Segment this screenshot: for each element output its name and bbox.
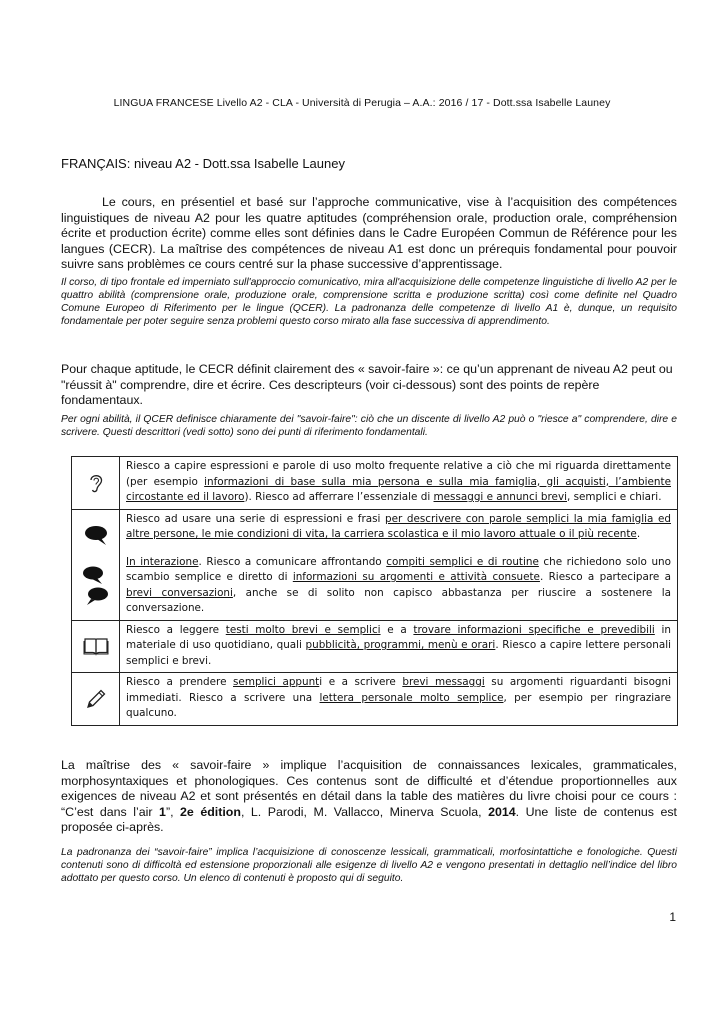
intro-paragraph-it: Il corso, di tipo frontale ed imperniato sull'approccio comunicativo, mira all'acquisizione delle competenze linguistiche di livello A2 per le quattro abilità (comprensione orale, produzione orale, comprensione scritta e produzione scritta) così come definite nel Quadro Comune Europeo di Riferimento per le lingue (QCER). La padronanza delle competenze di livello A1 è, dunque, un requisito fondamentale per poter seguire senza problemi questo corso mirato alla fase successiva di apprendimento. xyxy=(61,277,677,328)
pencil-icon xyxy=(84,687,108,711)
skill-text-listening: Riesco a capire espressioni e parole di uso molto frequente relative a ciò che mi riguarda direttamente (per esempio informazioni di base sulla mia persona e sulla mia famiglia, gli acquisti, l’ambiente circostante ed il lavoro). Riesco ad afferrare l’essenziale di messaggi e annunci brevi, semplici e chiari. xyxy=(120,457,678,510)
skill-row-reading xyxy=(72,620,678,673)
contents-paragraph-it: La padronanza dei “savoir-faire” implica l’acquisizione di conoscenze lessicali, grammaticali, morfosintattiche e fonologiche. Questi contenuti sono di difficoltà ed estensione proporzionali alle esigenze di livello A2 e vengono presentati in dettaglio nell’indice del libro adottato per questo corso. Un elenco di contenuti è proposto qui di seguito. xyxy=(61,847,677,885)
page-title: FRANÇAIS: niveau A2 - Dott.ssa Isabelle Launey xyxy=(61,156,345,171)
speech-bubble-icon xyxy=(81,524,111,548)
skill-row-writing xyxy=(72,673,678,726)
running-header: LINGUA FRANCESE Livello A2 - CLA - Università di Perugia – A.A.: 2016 / 17 - Dott.ssa Isabelle Launey xyxy=(113,97,611,109)
aptitudes-paragraph-fr: Pour chaque aptitude, le CECR définit clairement des « savoir-faire »: ce qu’un apprenant de niveau A2 peut ou "réussit à" comprendre, dire et écrire. Ces descripteurs (voir ci-dessous) sont des points de repère fondamentaux. xyxy=(61,362,673,408)
skill-icon-cell xyxy=(72,620,120,673)
intro-paragraph-fr: Le cours, en présentiel et basé sur l’approche communicative, vise à l’acquisition des compétences linguistiques de niveau A2 pour les quatre aptitudes (compréhension orale, production orale, compréhension écrite et production écrite) comme elles sont définies dans le Cadre Européen Commun de Référence pour les langues (CECR). La maîtrise des compétences de niveau A1 est donc un prérequis fondamental pour pouvoir suivre sans problèmes ce cours centré sur la phase successive d’apprentissage. xyxy=(61,195,677,272)
skills-table xyxy=(71,456,678,726)
dialogue-bubbles-icon xyxy=(81,564,111,606)
skill-icon-cell xyxy=(72,509,120,620)
skill-text-writing: Riesco a prendere semplici appunti e a scrivere brevi messaggi su argomenti riguardanti bisogni immediati. Riesco a scrivere una lettera personale molto semplice, per esempio per ringraziare qualcuno. xyxy=(120,673,678,726)
ear-icon xyxy=(86,471,106,495)
skill-icon-cell xyxy=(72,673,120,726)
skill-text-reading: Riesco a leggere testi molto brevi e semplici e a trovare informazioni specifiche e prevedibili in materiale di uso quotidiano, quali pubblicità, programmi, menù e orari. Riesco a capire lettere personali semplici e brevi. xyxy=(120,620,678,673)
contents-paragraph-fr: La maîtrise des « savoir-faire » implique l’acquisition de connaissances lexicales, grammaticales, morphosyntaxiques et phonologiques. Ces contenus sont de difficulté et d’étendue proportionnelles aux exigences de niveau A2 et sont présentés en détail dans la table des matières du livre choisi pour ce cours : “C’est dans l’air 1”, 2e édition, L. Parodi, M. Vallacco, Minerva Scuola, 2014. Une liste de contenus est proposée ci-après. xyxy=(61,758,677,835)
skill-icon-cell xyxy=(72,457,120,510)
skill-row-speaking xyxy=(72,509,678,620)
open-book-icon xyxy=(83,636,109,656)
aptitudes-paragraph-it: Per ogni abilità, il QCER definisce chiaramente dei "savoir-faire": ciò che un discente di livello A2 può o "riesce a" comprendere, dire e scrivere. Questi descrittori (vedi sotto) sono dei punti di riferimento fondamentali. xyxy=(61,414,677,439)
page-number: 1 xyxy=(669,910,676,924)
skill-text-speaking: Riesco ad usare una serie di espressioni e frasi per descrivere con parole semplici la mia famiglia ed altre persone, le mie condizioni di vita, la carriera scolastica e il mio lavoro attuale o il più recente. In interazione. Riesco a comunicare affrontando compiti semplici e di routine che richiedono solo uno scambio semplice e diretto di informazioni su argomenti e attività consuete. Riesco a partecipare a brevi conversazioni, anche se di solito non capisco abbastanza per riuscire a sostenere la conversazione. xyxy=(120,509,678,620)
skill-row-listening xyxy=(72,457,678,510)
